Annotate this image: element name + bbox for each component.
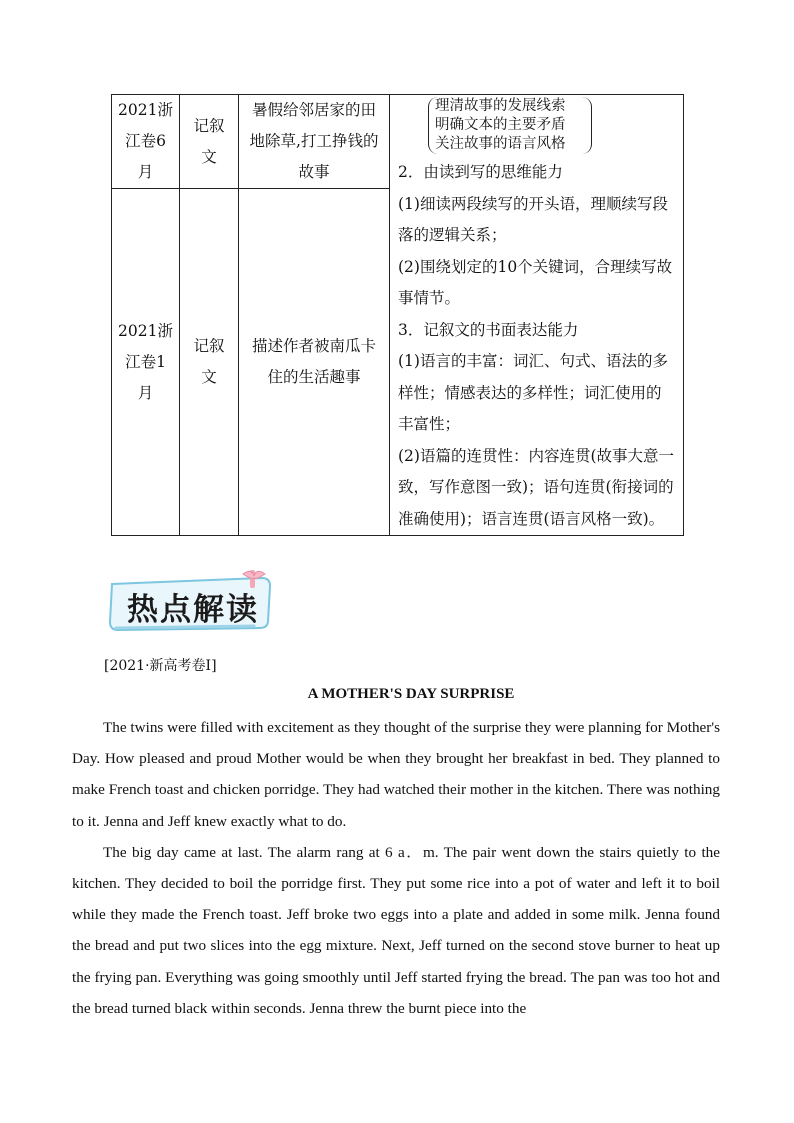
- ability-line: (2)语篇的连贯性：内容连贯(故事大意一: [398, 446, 675, 465]
- cell-line: 江卷1: [125, 352, 166, 371]
- topic-cell: [239, 189, 390, 536]
- banner-title: 热点解读: [127, 592, 259, 628]
- exam-cell: [112, 189, 180, 536]
- article-paragraph: The twins were filled with excitement as they thought of the surprise they were planning for Mother's Day. How pleased and proud Mother would be when they brought her breakfast in bed. They planned to make French toast and chicken porridge. They had watched their mother in the kitchen. There was nothing to it. Jenna and Jeff knew exactly what to do.: [72, 719, 720, 830]
- cell-line: 江卷6: [125, 132, 166, 151]
- cell-line: 记叙: [193, 116, 225, 135]
- exam-source: [2021·新高考卷Ⅰ]: [104, 658, 217, 674]
- topic-cell: [239, 95, 390, 189]
- ability-line: 样性；情感表达的多样性；词汇使用的: [398, 383, 662, 402]
- ability-line: 2．由读到写的思维能力: [398, 163, 563, 181]
- ability-line: (2)围绕划定的10个关键词，合理续写故: [398, 257, 673, 276]
- bracket-item: 明确文本的主要矛盾: [435, 117, 566, 133]
- bracket-item: 理清故事的发展线索: [435, 98, 566, 114]
- genre-cell: [180, 95, 239, 189]
- cell-line: 文: [201, 147, 217, 166]
- article-body: [72, 712, 720, 1024]
- ability-line: (1)细读两段续写的开头语，理顺续写段: [398, 194, 668, 213]
- exam-analysis-table: [111, 94, 684, 536]
- cell-line: 2021浙: [118, 321, 173, 340]
- cell-line: 月: [137, 383, 154, 402]
- cell-line: 月: [137, 163, 154, 182]
- section-banner: [104, 570, 276, 636]
- article-paragraph: The big day came at last. The alarm rang at 6 a．m. The pair went down the stairs quietly to the kitchen. They decided to boil the porridge first. They put some rice into a pot of water and left it to boil while they made the French toast. Jeff broke two eggs into a plate and added in some milk. Jenna found the bread and put two slices into the egg mixture. Next, Jeff turned on the second stove burner to heat up the frying pan. Everything was going smoothly until Jeff started frying the bread. The pan was too hot and the bread turned black within seconds. Jenna threw the burnt piece into the: [72, 843, 720, 1017]
- genre-cell: [180, 189, 239, 536]
- ability-line: (1)语言的丰富：词汇、句式、语法的多: [398, 352, 668, 370]
- cell-line: 住的生活趣事: [267, 368, 361, 387]
- cell-line: 2021浙: [118, 101, 173, 120]
- article-title: A MOTHER'S DAY SURPRISE: [307, 686, 515, 702]
- table-row: [112, 95, 684, 189]
- ability-line: 3．记叙文的书面表达能力: [398, 320, 579, 339]
- cell-line: 暑假给邻居家的田: [251, 101, 376, 120]
- ability-cell: [390, 95, 684, 536]
- cell-line: 描述作者被南瓜卡: [251, 337, 376, 356]
- bracket-item: 关注故事的语言风格: [435, 136, 566, 152]
- exam-cell: [112, 95, 180, 189]
- ability-line: 丰富性；: [398, 415, 461, 433]
- cell-line: 地除草,打工挣钱的: [249, 132, 379, 151]
- cell-line: 文: [201, 368, 217, 387]
- ability-line: 落的逻辑关系；: [398, 226, 507, 244]
- cell-line: 记叙: [193, 337, 225, 356]
- cell-line: 故事: [298, 163, 330, 182]
- bracket-group: [428, 97, 592, 154]
- ability-line: 准确使用)；语言连贯(语言风格一致)。: [398, 509, 665, 528]
- ability-line: 事情节。: [398, 289, 461, 307]
- ability-line: 致，写作意图一致)；语句连贯(衔接词的: [398, 478, 674, 496]
